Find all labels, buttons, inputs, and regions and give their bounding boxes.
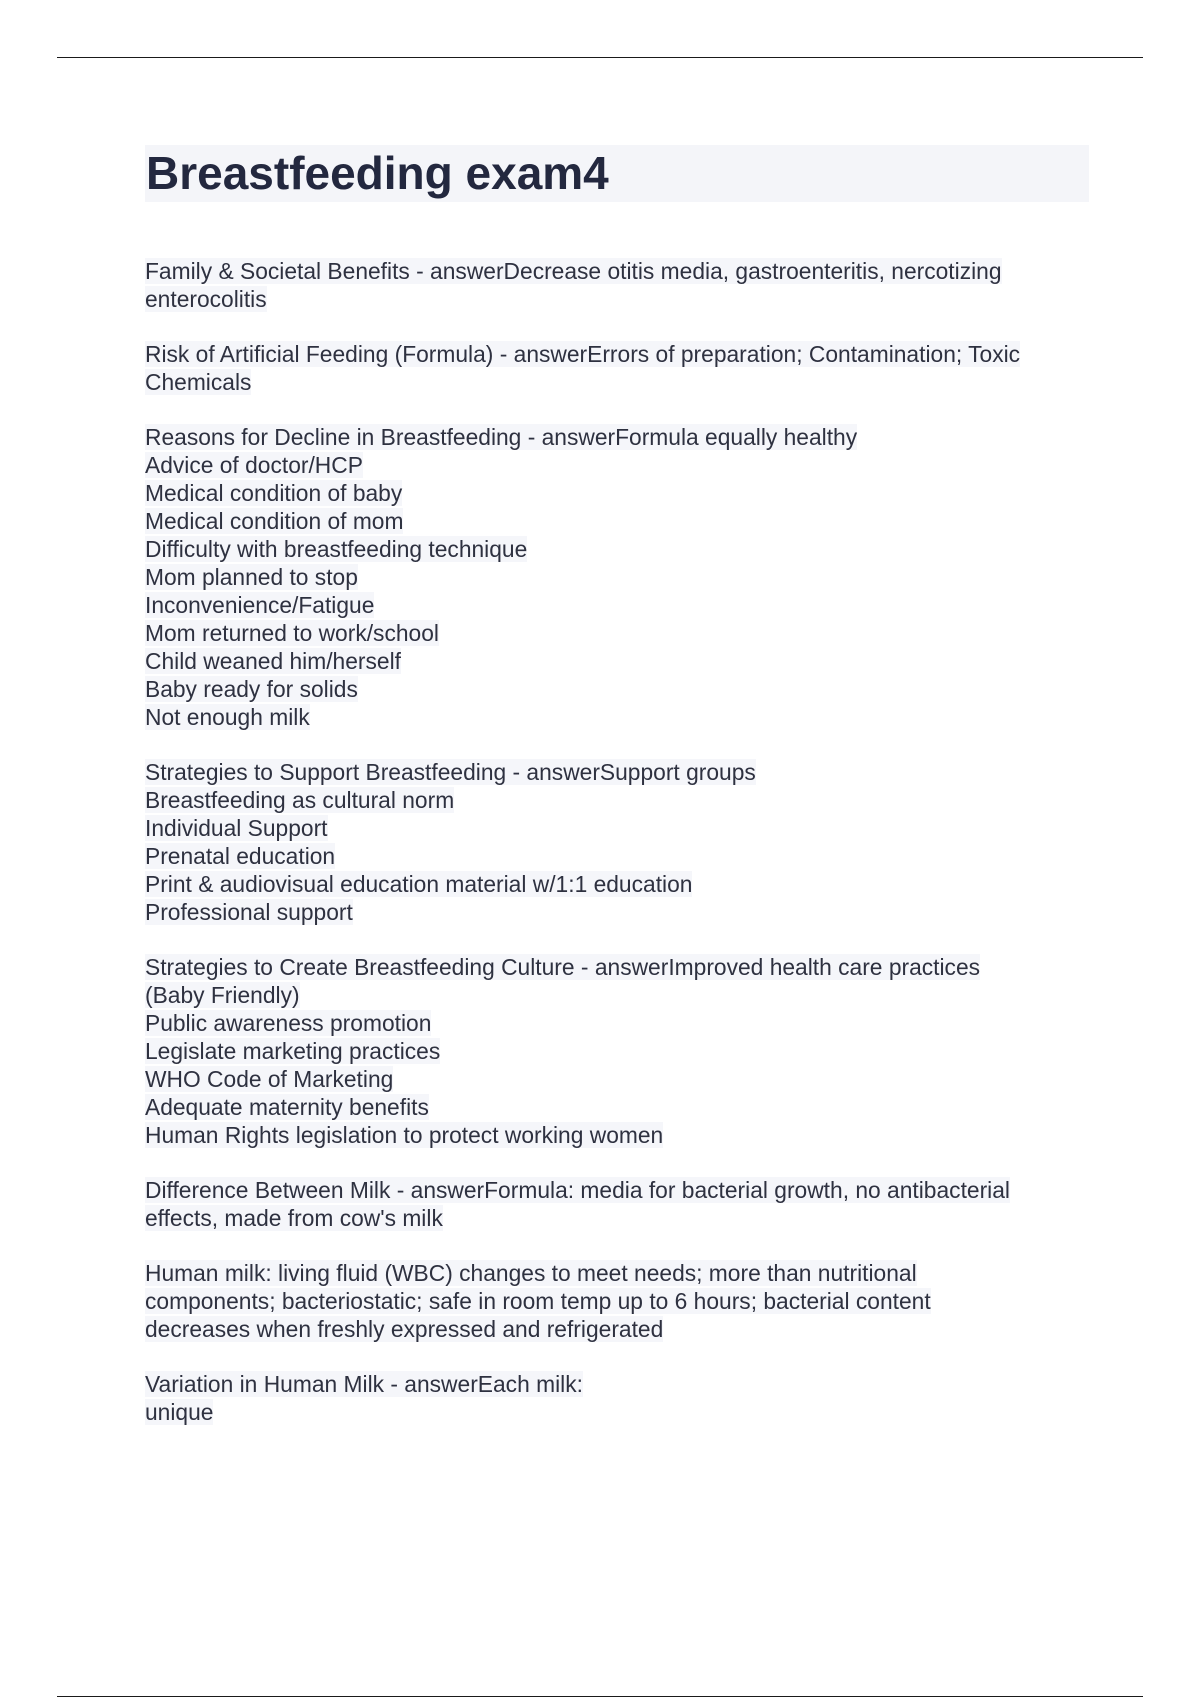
qa-line <box>145 451 1095 479</box>
qa-line <box>145 479 1095 507</box>
qa-entry <box>145 953 1095 1149</box>
qa-entry <box>145 1176 1095 1232</box>
top-rule <box>57 57 1143 58</box>
qa-line <box>145 257 1095 285</box>
qa-line-text: enterocolitis <box>145 286 267 312</box>
qa-line <box>145 898 1095 926</box>
qa-line-text: Difficulty with breastfeeding technique <box>145 536 528 562</box>
qa-line-text: Advice of doctor/HCP <box>145 452 363 478</box>
qa-line <box>145 368 1095 396</box>
qa-line <box>145 758 1095 786</box>
qa-line <box>145 1370 1095 1398</box>
qa-line-text: WHO Code of Marketing <box>145 1066 394 1092</box>
qa-entry <box>145 1259 1095 1343</box>
qa-line <box>145 1121 1095 1149</box>
qa-line <box>145 981 1095 1009</box>
qa-line <box>145 563 1095 591</box>
bottom-rule <box>57 1696 1143 1697</box>
qa-line-text: Child weaned him/herself <box>145 648 401 674</box>
qa-line <box>145 1093 1095 1121</box>
qa-line-text: Risk of Artificial Feeding (Formula) - answerErrors of preparation; Contamination; Toxic <box>145 341 1021 367</box>
qa-line-text: unique <box>145 1399 214 1425</box>
qa-line-text: Legislate marketing practices <box>145 1038 441 1064</box>
qa-line-text: Medical condition of baby <box>145 480 403 506</box>
qa-entry <box>145 340 1095 396</box>
qa-line <box>145 535 1095 563</box>
qa-line <box>145 786 1095 814</box>
qa-line <box>145 423 1095 451</box>
document-body <box>145 257 1095 1453</box>
qa-line <box>145 1315 1095 1343</box>
qa-line-text: Strategies to Create Breastfeeding Culture - answerImproved health care practices <box>145 954 981 980</box>
qa-line <box>145 1065 1095 1093</box>
qa-line-text: Baby ready for solids <box>145 676 358 702</box>
qa-line-text: Not enough milk <box>145 704 310 730</box>
qa-line <box>145 619 1095 647</box>
qa-line-text: Breastfeeding as cultural norm <box>145 787 455 813</box>
qa-line-text: Difference Between Milk - answerFormula: media for bacterial growth, no antibacterial <box>145 1177 1010 1203</box>
qa-line-text: Inconvenience/Fatigue <box>145 592 375 618</box>
qa-line-text: Mom planned to stop <box>145 564 358 590</box>
qa-line-text: components; bacteriostatic; safe in room temp up to 6 hours; bacterial content <box>145 1288 931 1314</box>
qa-line <box>145 285 1095 313</box>
qa-line-text: decreases when freshly expressed and refrigerated <box>145 1316 664 1342</box>
qa-line <box>145 1009 1095 1037</box>
qa-line <box>145 1398 1095 1426</box>
qa-line-text: (Baby Friendly) <box>145 982 300 1008</box>
qa-entry <box>145 1370 1095 1426</box>
qa-line <box>145 870 1095 898</box>
qa-line <box>145 703 1095 731</box>
qa-line <box>145 591 1095 619</box>
qa-line-text: Print & audiovisual education material w/1:1 education <box>145 871 693 897</box>
qa-line-text: Medical condition of mom <box>145 508 404 534</box>
qa-entry <box>145 257 1095 313</box>
qa-line-text: effects, made from cow's milk <box>145 1205 443 1231</box>
qa-line-text: Prenatal education <box>145 843 336 869</box>
qa-line-text: Human milk: living fluid (WBC) changes to meet needs; more than nutritional <box>145 1260 917 1286</box>
qa-line <box>145 675 1095 703</box>
qa-line-text: Chemicals <box>145 369 252 395</box>
qa-line-text: Family & Societal Benefits - answerDecrease otitis media, gastroenteritis, nercotizing <box>145 258 1002 284</box>
qa-line-text: Reasons for Decline in Breastfeeding - answerFormula equally healthy <box>145 424 858 450</box>
qa-line-text: Adequate maternity benefits <box>145 1094 429 1120</box>
qa-line <box>145 647 1095 675</box>
qa-line <box>145 1287 1095 1315</box>
qa-line-text: Variation in Human Milk - answerEach milk: <box>145 1371 583 1397</box>
qa-line-text: Individual Support <box>145 815 328 841</box>
qa-line <box>145 1037 1095 1065</box>
qa-line <box>145 814 1095 842</box>
qa-line <box>145 340 1095 368</box>
qa-entry <box>145 758 1095 926</box>
qa-line-text: Mom returned to work/school <box>145 620 439 646</box>
qa-line <box>145 953 1095 981</box>
qa-line-text: Public awareness promotion <box>145 1010 432 1036</box>
qa-line <box>145 842 1095 870</box>
page-title: Breastfeeding exam4 <box>145 145 1089 202</box>
qa-line <box>145 1259 1095 1287</box>
qa-entry <box>145 423 1095 731</box>
qa-line <box>145 1176 1095 1204</box>
qa-line-text: Professional support <box>145 899 353 925</box>
qa-line-text: Human Rights legislation to protect working women <box>145 1122 664 1148</box>
qa-line <box>145 1204 1095 1232</box>
qa-line-text: Strategies to Support Breastfeeding - answerSupport groups <box>145 759 756 785</box>
qa-line <box>145 507 1095 535</box>
